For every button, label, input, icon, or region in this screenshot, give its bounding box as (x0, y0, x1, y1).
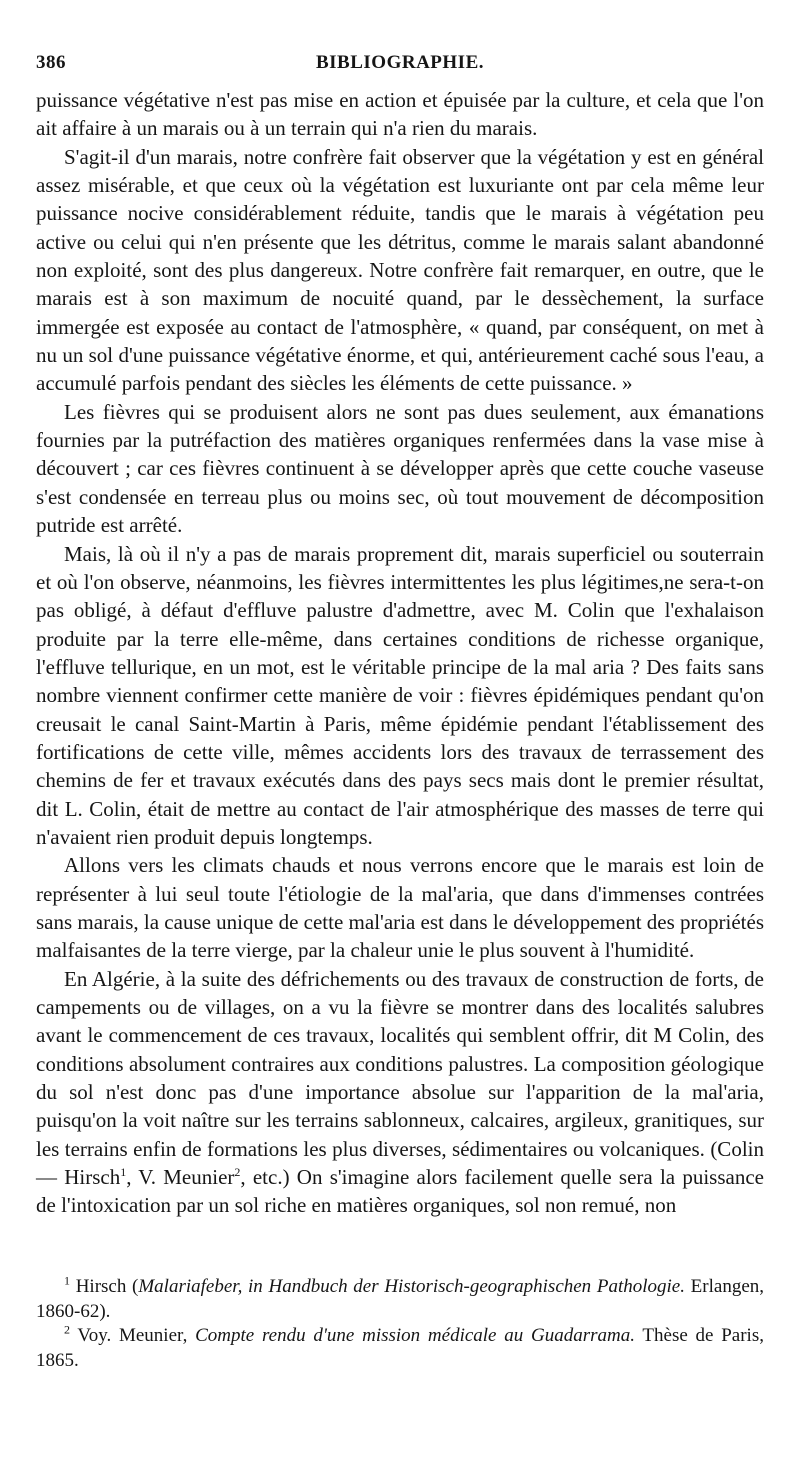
page-number: 386 (36, 52, 66, 73)
footnote-text: Erlangen, 1860-62). (36, 1276, 765, 1322)
paragraph-text: , etc.) On s'imagine alors facilement quelle sera la puissance de l'intoxication par un sol riche en matières organiques, sol non remué, non (36, 1165, 764, 1218)
running-title: BIBLIOGRAPHIE. (315, 52, 484, 73)
paragraph: Allons vers les climats chauds et nous verrons encore que le marais est loin de représenter à lui seul toute l'étiologie de la mal'aria, que dans d'immenses contrées sans marais, la cause unique de cette mal'aria est dans le développement des propriétés malfaisantes de la terre vierge, par la chaleur unie le plus souvent à l'humidité. (36, 853, 765, 963)
footnote-text: Hirsch ( (75, 1276, 139, 1297)
footnote-title: Compte rendu d'une mission médicale au Guadarrama. (195, 1325, 635, 1346)
footnote-text: Voy. Meunier, (77, 1325, 196, 1346)
running-header (36, 52, 764, 82)
footnote (36, 1324, 764, 1373)
paragraph: S'agit-il d'un marais, notre confrère fait observer que la végétation y est en général assez misérable, et que ceux où la végétation est luxuriante ont par cela même leur puissance nocive considérablement réduite, tandis que le marais à végétation peu active ou celui qui n'en présente que les détritus, comme le marais salant abandonné non exploité, sont des plus dangereux. Notre confrère fait remarquer, en outre, que le marais est à son maximum de nocuité quand, par le dessèchement, la surface immergée est exposée au contact de l'atmosphère, « quand, par conséquent, on met à nu un sol d'une puissance végétative énorme, et qui, antérieurement caché sous l'eau, a accumulé parfois pendant des siècles les éléments de cette puissance. » (36, 144, 764, 396)
footnote-marker: 2 (234, 1165, 241, 1180)
paragraph-text: , V. Meunier (126, 1165, 235, 1190)
body-text (36, 86, 764, 1220)
paragraph: Les fièvres qui se produisent alors ne sont pas dues seulement, aux émanations fournies par la putréfaction des matières organiques renfermées dans la vase mise à découvert ; car ces fièvres continuent à se développer après que cette couche vaseuse s'est condensée en terreau plus ou moins sec, où tout mouvement de décomposition putride est arrêté. (36, 399, 764, 538)
footnote-number: 1 (64, 1273, 70, 1288)
footnotes (36, 1275, 764, 1373)
footnote-marker: 1 (120, 1165, 127, 1180)
paragraph: Mais, là où il n'y a pas de marais proprement dit, marais superficiel ou souterrain et où l'on observe, néanmoins, les fièvres intermittentes les plus légitimes,ne sera-t-on pas obligé, à défaut d'effluve palustre d'admettre, avec M. Colin que l'exhalaison produite par la terre elle-même, dans certaines conditions de richesse organique, l'effluve tellurique, en un mot, est le véritable principe de la mal aria ? Des faits sans nombre viennent confirmer cette manière de voir : fièvres épidémiques pendant qu'on creusait le canal Saint-Martin à Paris, même épidémie pendant l'établissement des fortifications de cette ville, mêmes accidents lors des travaux de terrassement des chemins de fer et travaux exécutés dans des pays secs mais dont le premier résultat, dit L. Colin, était de mettre au contact de l'air atmosphérique des masses de terre qui n'avaient rien produit depuis longtemps. (36, 541, 764, 849)
paragraph: puissance végétative n'est pas mise en action et épuisée par la culture, et cela que l'on ait affaire à un marais ou à un terrain qui n'a rien du marais. (36, 88, 764, 141)
footnote-title: Malariafeber, in Handbuch der Historisch-geographischen Pathologie. (138, 1276, 685, 1297)
paragraph-text: En Algérie, à la suite des défrichements ou des travaux de construction de forts, de campements ou de villages, on a vu la fièvre se montrer dans des localités salubres avant le commencement de ces travaux, localités qui semblent offrir, dit M Colin, des conditions absolument contraires aux conditions palustres. La composition géologique du sol n'est donc pas d'une importance absolue sur l'apparition de la mal'aria, puisqu'on la voit naître sur les terrains sablonneux, calcaires, argileux, granitiques, sur les terrains enfin de formations les plus diverses, sédimentaires ou volcaniques. (Colin — Hirsch (36, 966, 764, 1190)
footnote-text: Thèse de Paris, 1865. (36, 1325, 764, 1371)
paragraph-last (36, 965, 764, 1220)
footnote (36, 1275, 764, 1324)
footnote-number: 2 (64, 1322, 70, 1337)
